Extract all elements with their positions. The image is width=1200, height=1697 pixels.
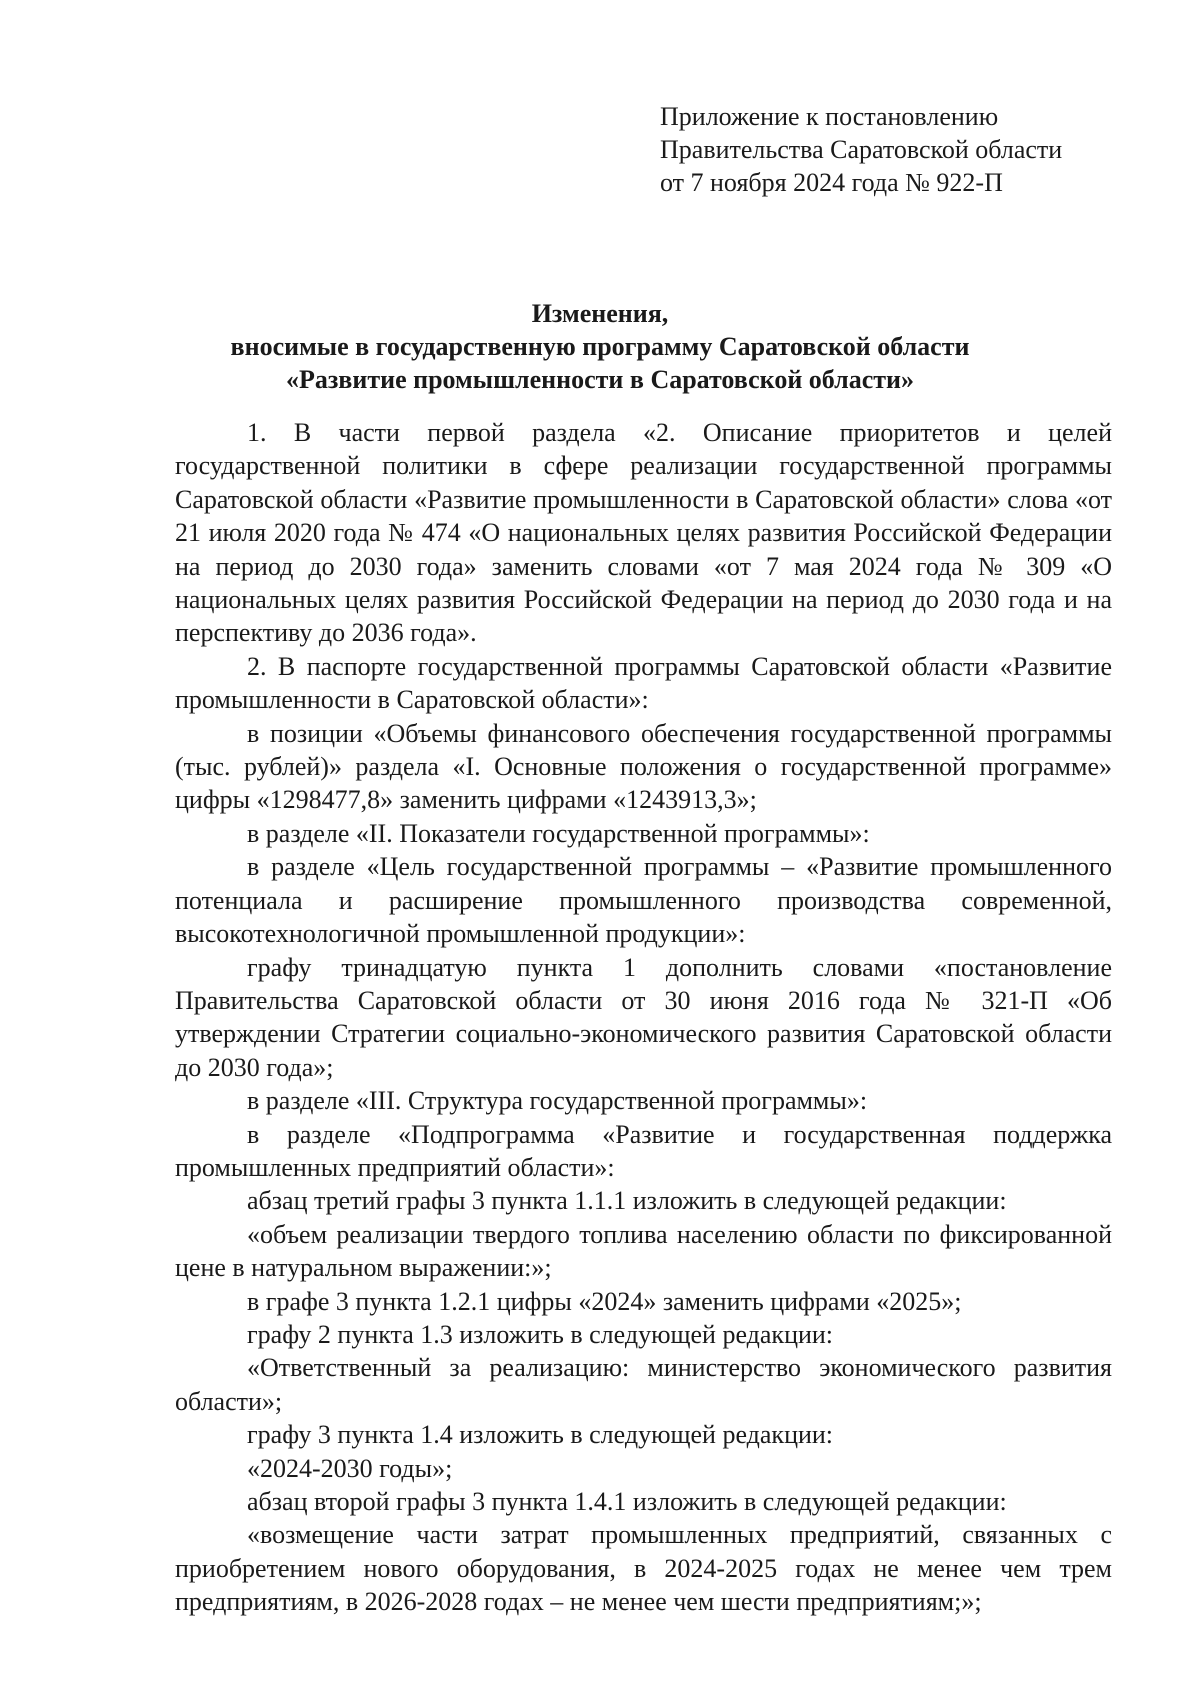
document-title [0, 297, 1200, 396]
paragraph: графу 2 пункта 1.3 изложить в следующей редакции: [247, 1319, 834, 1349]
paragraph: «объем реализации твердого топлива населению области по фиксированной цене в натуральном выражении:»; [175, 1219, 1112, 1283]
paragraph: графу 3 пункта 1.4 изложить в следующей редакции: [247, 1420, 834, 1450]
paragraph: в графе 3 пункта 1.2.1 цифры «2024» заменить цифрами «2025»; [247, 1286, 962, 1316]
appendix-line-2: Правительства Саратовской области [660, 135, 1063, 164]
paragraph: «возмещение части затрат промышленных предприятий, связанных с приобретением нового оборудования, в 2024-2025 годах не менее чем трем предприятиям, в 2026-2028 годах – не менее чем шести предприятиям;»; [175, 1520, 1112, 1617]
paragraph: «2024-2030 годы»; [247, 1453, 453, 1483]
title-line-1: Изменения, [531, 299, 669, 328]
appendix-line-3: от 7 ноября 2024 года № 922-П [660, 168, 1003, 197]
paragraph: абзац третий графы 3 пункта 1.1.1 изложить в следующей редакции: [247, 1186, 1007, 1216]
document-body [175, 416, 1112, 1619]
paragraph: 1. В части первой раздела «2. Описание приоритетов и целей государственной политики в сфере реализации государственной программы Саратовской области «Развитие промышленности в Саратовской области» слова «от 21 июля 2020 года № 474 «О национальных целях развития Российской Федерации на период до 2030 года» заменить словами «от 7 мая 2024 года № 309 «О национальных целях развития Российской Федерации на период до 2030 года и на перспективу до 2036 года». [175, 418, 1112, 648]
appendix-header [660, 100, 1062, 199]
paragraph: в разделе «III. Структура государственной программы»: [247, 1086, 868, 1116]
paragraph: в разделе «II. Показатели государственной программы»: [247, 818, 870, 848]
paragraph: «Ответственный за реализацию: министерство экономического развития области»; [175, 1353, 1112, 1416]
appendix-line-1: Приложение к постановлению [660, 102, 999, 131]
paragraph: в позиции «Объемы финансового обеспечения государственной программы (тыс. рублей)» раздела «I. Основные положения о государственной программе» цифры «1298477,8» заменить цифрами «1243913,3»; [175, 718, 1112, 815]
paragraph: графу тринадцатую пункта 1 дополнить словами «постановление Правительства Саратовской области от 30 июня 2016 года № 321-П «Об утверждении Стратегии социально-экономического развития Саратовской области до 2030 года»; [175, 952, 1112, 1082]
paragraph: абзац второй графы 3 пункта 1.4.1 изложить в следующей редакции: [247, 1487, 1007, 1516]
paragraph: в разделе «Цель государственной программы – «Развитие промышленного потенциала и расширение промышленного производства современной, высокотехнологичной промышленной продукции»: [175, 852, 1112, 949]
title-line-2: вносимые в государственную программу Саратовской области [230, 332, 970, 361]
paragraph: в разделе «Подпрограмма «Развитие и государственная поддержка промышленных предприятий области»: [175, 1119, 1112, 1182]
paragraph: 2. В паспорте государственной программы Саратовской области «Развитие промышленности в Саратовской области»: [175, 651, 1112, 715]
title-line-3: «Развитие промышленности в Саратовской области» [285, 365, 915, 394]
